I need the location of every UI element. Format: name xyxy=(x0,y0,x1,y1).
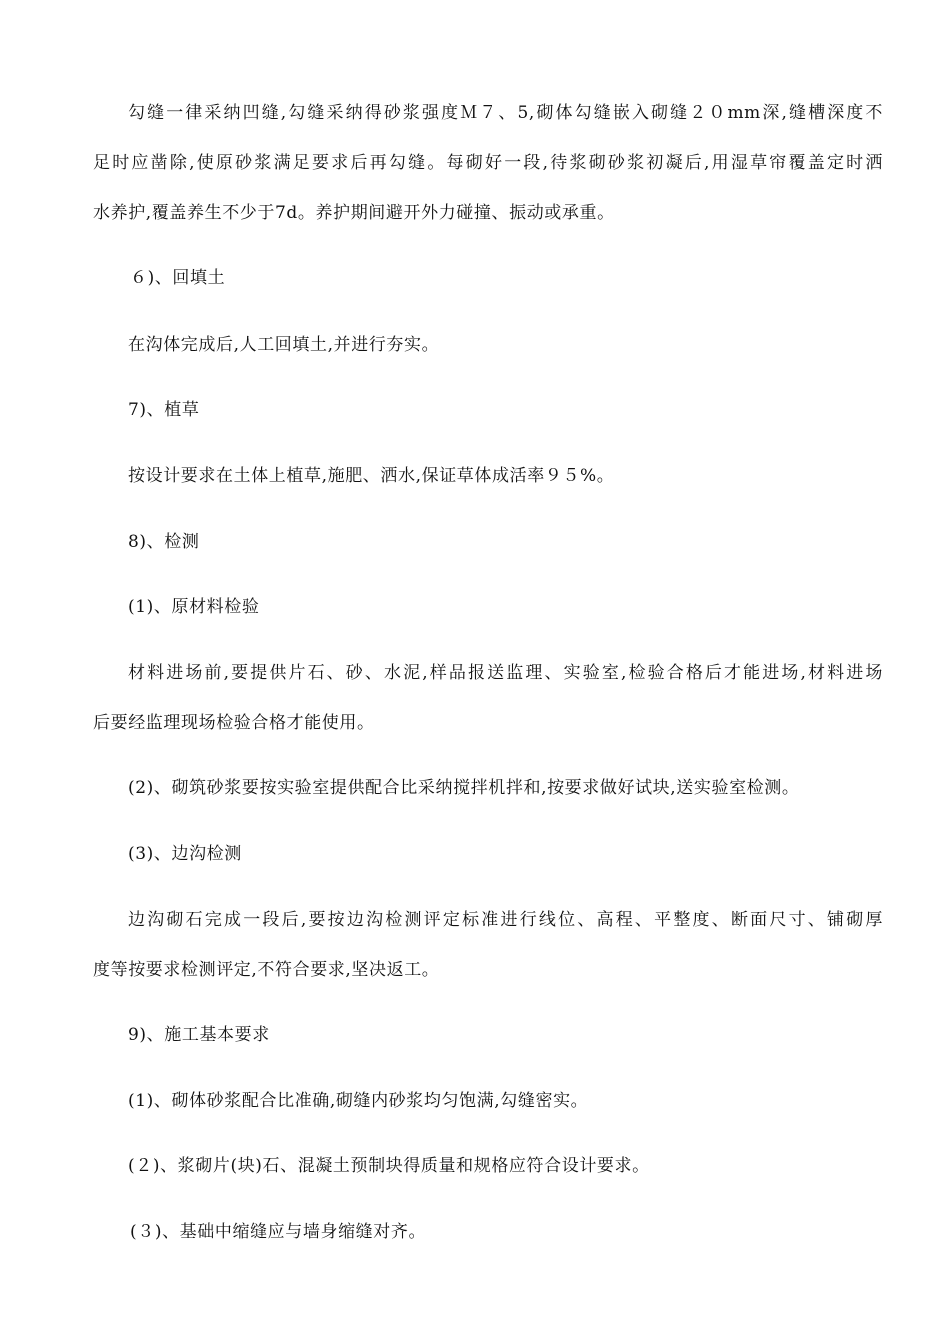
heading-inspection: 8)、检测 xyxy=(128,532,200,552)
paragraph-ditch-inspection-line-1: 边沟砌石完成一段后,要按边沟检测评定标准进行线位、高程、平整度、断面尺寸、铺砌厚 xyxy=(128,910,883,930)
paragraph-mortar-mixing: (2)、砌筑砂浆要按实验室提供配合比采纳搅拌机拌和,按要求做好试块,送实验室检测。 xyxy=(128,778,800,798)
paragraph-requirement-2: (２)、浆砌片(块)石、混凝土预制块得质量和规格应符合设计要求。 xyxy=(128,1156,650,1176)
heading-backfill: ６)、回填土 xyxy=(130,268,226,288)
paragraph-jointing-line-1: 勾缝一律采纳凹缝,勾缝采纳得砂浆强度Ｍ７、5,砌体勾缝嵌入砌缝２０mm深,缝槽深度不 xyxy=(128,103,883,123)
heading-grass-planting: 7)、植草 xyxy=(128,400,200,420)
paragraph-grass-planting: 按设计要求在土体上植草,施肥、洒水,保证草体成活率９５%。 xyxy=(128,466,615,486)
paragraph-backfill: 在沟体完成后,人工回填土,并进行夯实。 xyxy=(128,335,440,355)
heading-construction-requirements: 9)、施工基本要求 xyxy=(128,1025,270,1045)
paragraph-requirement-1: (1)、砌体砂浆配合比准确,砌缝内砂浆均匀饱满,勾缝密实。 xyxy=(128,1091,589,1111)
heading-raw-material-inspection: (1)、原材料检验 xyxy=(128,597,260,617)
paragraph-jointing-line-3: 水养护,覆盖养生不少于7d。养护期间避开外力碰撞、振动或承重。 xyxy=(93,203,615,223)
paragraph-raw-material-line-1: 材料进场前,要提供片石、砂、水泥,样品报送监理、实验室,检验合格后才能进场,材料进场 xyxy=(128,663,883,683)
heading-ditch-inspection: (3)、边沟检测 xyxy=(128,844,242,864)
paragraph-jointing-line-2: 足时应凿除,使原砂浆满足要求后再勾缝。每砌好一段,待浆砌砂浆初凝后,用湿草帘覆盖定时洒 xyxy=(93,153,883,173)
paragraph-requirement-3: (３)、基础中缩缝应与墙身缩缝对齐。 xyxy=(130,1222,427,1242)
paragraph-raw-material-line-2: 后要经监理现场检验合格才能使用。 xyxy=(93,713,375,733)
paragraph-ditch-inspection-line-2: 度等按要求检测评定,不符合要求,坚决返工。 xyxy=(93,960,440,980)
